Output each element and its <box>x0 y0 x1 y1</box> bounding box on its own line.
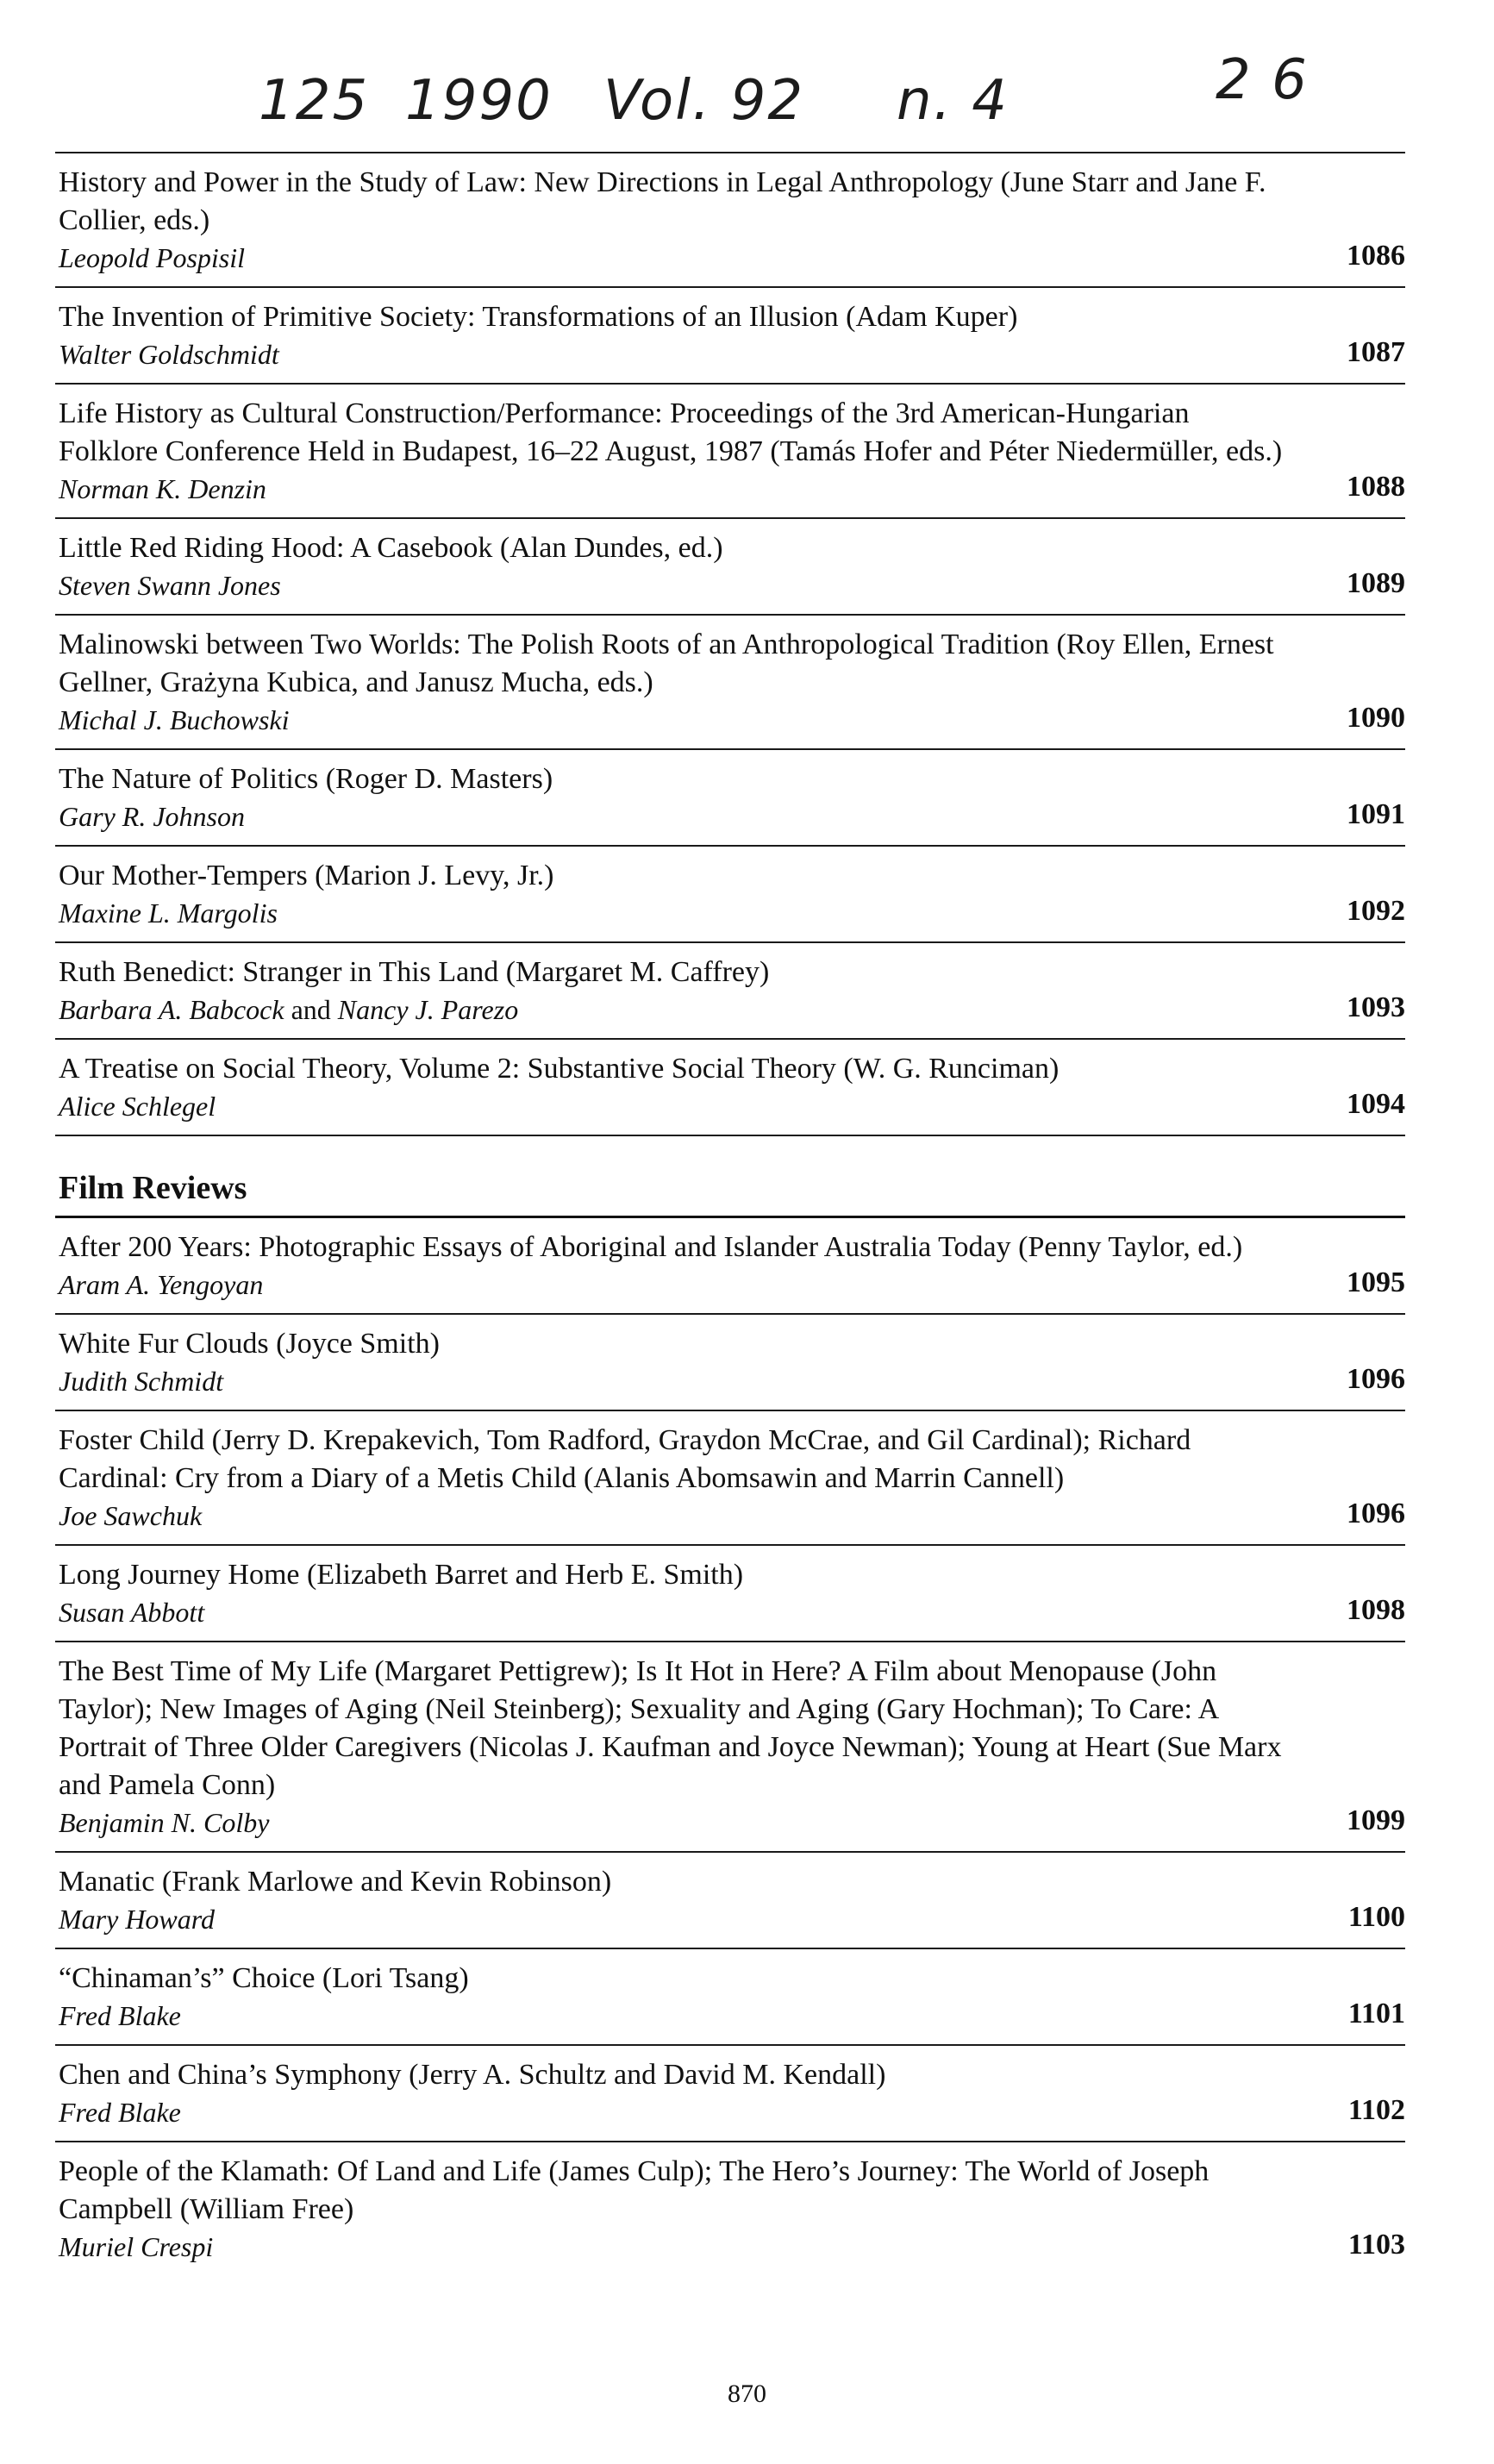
entry-reviewer: Steven Swann Jones <box>59 570 281 601</box>
toc-entry <box>55 1040 1405 1136</box>
entry-title: Chen and China’s Symphony (Jerry A. Schultz and David M. Kendall) <box>59 2059 886 2091</box>
toc-entry <box>55 1642 1405 1853</box>
toc-entry <box>55 519 1405 616</box>
entry-page-number: 1096 <box>1347 1498 1405 1529</box>
entry-title: After 200 Years: Photographic Essays of Aboriginal and Islander Australia Today (Penny Taylor, ed.) <box>59 1231 1243 1263</box>
entry-page-number: 1100 <box>1347 1901 1405 1933</box>
toc-entry <box>55 943 1405 1040</box>
entry-reviewer: Alice Schlegel <box>59 1091 216 1122</box>
entry-page-number: 1101 <box>1347 1998 1405 2029</box>
handwritten-year: 1990 <box>405 69 553 133</box>
entry-page-number: 1094 <box>1347 1088 1405 1120</box>
entry-reviewer: Fred Blake <box>59 2097 181 2128</box>
entry-page-number: 1089 <box>1347 567 1405 599</box>
toc-entry <box>55 1411 1405 1546</box>
entry-title: Foster Child (Jerry D. Krepakevich, Tom Radford, Graydon McCrae, and Gil Cardinal); Richard Cardinal: Cry from a Diary of a Metis Child (Alanis Abomsawin and Marrin Cannell) <box>59 1424 1191 1494</box>
entry-page-number: 1088 <box>1347 471 1405 503</box>
entry-page-number: 1099 <box>1347 1804 1405 1836</box>
handwritten-issue: n. 4 <box>897 69 1009 133</box>
entry-reviewer: Judith Schmidt <box>59 1366 224 1397</box>
handwritten-annotation <box>259 48 1379 148</box>
handwritten-volume: Vol. 92 <box>603 69 805 133</box>
toc-entry <box>55 847 1405 943</box>
entry-title: Malinowski between Two Worlds: The Polish Roots of an Anthropological Tradition (Roy Ellen, Ernest Gellner, Grażyna Kubica, and Janusz Mucha, eds.) <box>59 629 1274 698</box>
entry-page-number: 1090 <box>1347 702 1405 734</box>
entry-reviewer: Michal J. Buchowski <box>59 704 290 735</box>
entry-page-number: 1092 <box>1347 895 1405 927</box>
toc-entry <box>55 1949 1405 2046</box>
entry-reviewer: Aram A. Yengoyan <box>59 1269 264 1300</box>
entry-page-number: 1091 <box>1347 798 1405 830</box>
entry-title: A Treatise on Social Theory, Volume 2: Substantive Social Theory (W. G. Runciman) <box>59 1053 1060 1085</box>
reviewer-joiner: and <box>284 994 338 1025</box>
entry-reviewer: Norman K. Denzin <box>59 473 266 504</box>
toc-entry <box>55 385 1405 519</box>
toc-entry <box>55 288 1405 385</box>
entry-reviewer: Mary Howard <box>59 1904 216 1935</box>
entry-reviewer: Fred Blake <box>59 2000 181 2031</box>
table-of-contents <box>55 152 1405 2275</box>
toc-entry <box>55 2046 1405 2142</box>
entry-title: Life History as Cultural Construction/Performance: Proceedings of the 3rd American-Hungarian Folklore Conference Held in Budapest, 16–22 August, 1987 (Tamás Hofer and Péter Niedermüller, eds.) <box>59 397 1283 467</box>
entry-reviewer: Maxine L. Margolis <box>59 897 278 929</box>
entry-title: People of the Klamath: Of Land and Life (James Culp); The Hero’s Journey: The World of Joseph Campbell (William Free) <box>59 2155 1210 2225</box>
entry-title: The Invention of Primitive Society: Transformations of an Illusion (Adam Kuper) <box>59 301 1018 333</box>
entry-reviewer: Benjamin N. Colby <box>59 1807 270 1838</box>
entry-title: Manatic (Frank Marlowe and Kevin Robinson) <box>59 1866 612 1898</box>
toc-entry <box>55 1546 1405 1642</box>
entry-reviewer: Joe Sawchuk <box>59 1500 203 1531</box>
entry-page-number: 1103 <box>1347 2229 1405 2261</box>
toc-entry <box>55 1218 1405 1315</box>
toc-entry <box>55 153 1405 288</box>
entry-title: Ruth Benedict: Stranger in This Land (Margaret M. Caffrey) <box>59 956 770 988</box>
entry-page-number: 1098 <box>1347 1594 1405 1626</box>
entry-reviewer <box>59 991 1293 1028</box>
entry-reviewer: Susan Abbott <box>59 1597 205 1628</box>
entry-title: The Nature of Politics (Roger D. Masters) <box>59 763 553 795</box>
entry-title: Our Mother-Tempers (Marion J. Levy, Jr.) <box>59 860 554 891</box>
toc-entry <box>55 2142 1405 2275</box>
entry-title: Little Red Riding Hood: A Casebook (Alan Dundes, ed.) <box>59 532 723 564</box>
entry-title: “Chinaman’s” Choice (Lori Tsang) <box>59 1962 469 1994</box>
handwritten-mark: 2 6 <box>1216 48 1309 112</box>
entry-reviewer: Walter Goldschmidt <box>59 339 279 370</box>
entry-title: History and Power in the Study of Law: New Directions in Legal Anthropology (June Starr and Jane F. Collier, eds.) <box>59 166 1266 236</box>
entry-page-number: 1095 <box>1347 1266 1405 1298</box>
entry-page-number: 1096 <box>1347 1363 1405 1395</box>
toc-entry <box>55 1853 1405 1949</box>
reviewer-name: Nancy J. Parezo <box>337 994 519 1025</box>
entry-reviewer: Gary R. Johnson <box>59 801 245 832</box>
toc-entry <box>55 616 1405 750</box>
entry-page-number: 1086 <box>1347 240 1405 272</box>
handwritten-number: 125 <box>259 69 370 133</box>
entry-title: White Fur Clouds (Joyce Smith) <box>59 1328 440 1360</box>
entry-page-number: 1093 <box>1347 991 1405 1023</box>
entry-title: The Best Time of My Life (Margaret Pettigrew); Is It Hot in Here? A Film about Menopause (John Taylor); New Images of Aging (Neil Steinberg); Sexuality and Aging (Gary Hochman); To Care: A Portrait of Three Older Caregivers (Nicolas J. Kaufman and Joyce Newman); Young at Heart (Sue Marx and Pamela Conn) <box>59 1655 1282 1801</box>
entry-page-number: 1102 <box>1347 2094 1405 2126</box>
reviewer-name: Barbara A. Babcock <box>59 994 284 1025</box>
entry-reviewer: Muriel Crespi <box>59 2231 214 2262</box>
entry-page-number: 1087 <box>1347 336 1405 368</box>
toc-entry <box>55 1315 1405 1411</box>
entry-title: Long Journey Home (Elizabeth Barret and Herb E. Smith) <box>59 1559 744 1591</box>
toc-entry <box>55 750 1405 847</box>
page-number: 870 <box>728 2380 766 2408</box>
section-heading-film-reviews: Film Reviews <box>55 1136 1405 1218</box>
entry-reviewer: Leopold Pospisil <box>59 242 246 273</box>
